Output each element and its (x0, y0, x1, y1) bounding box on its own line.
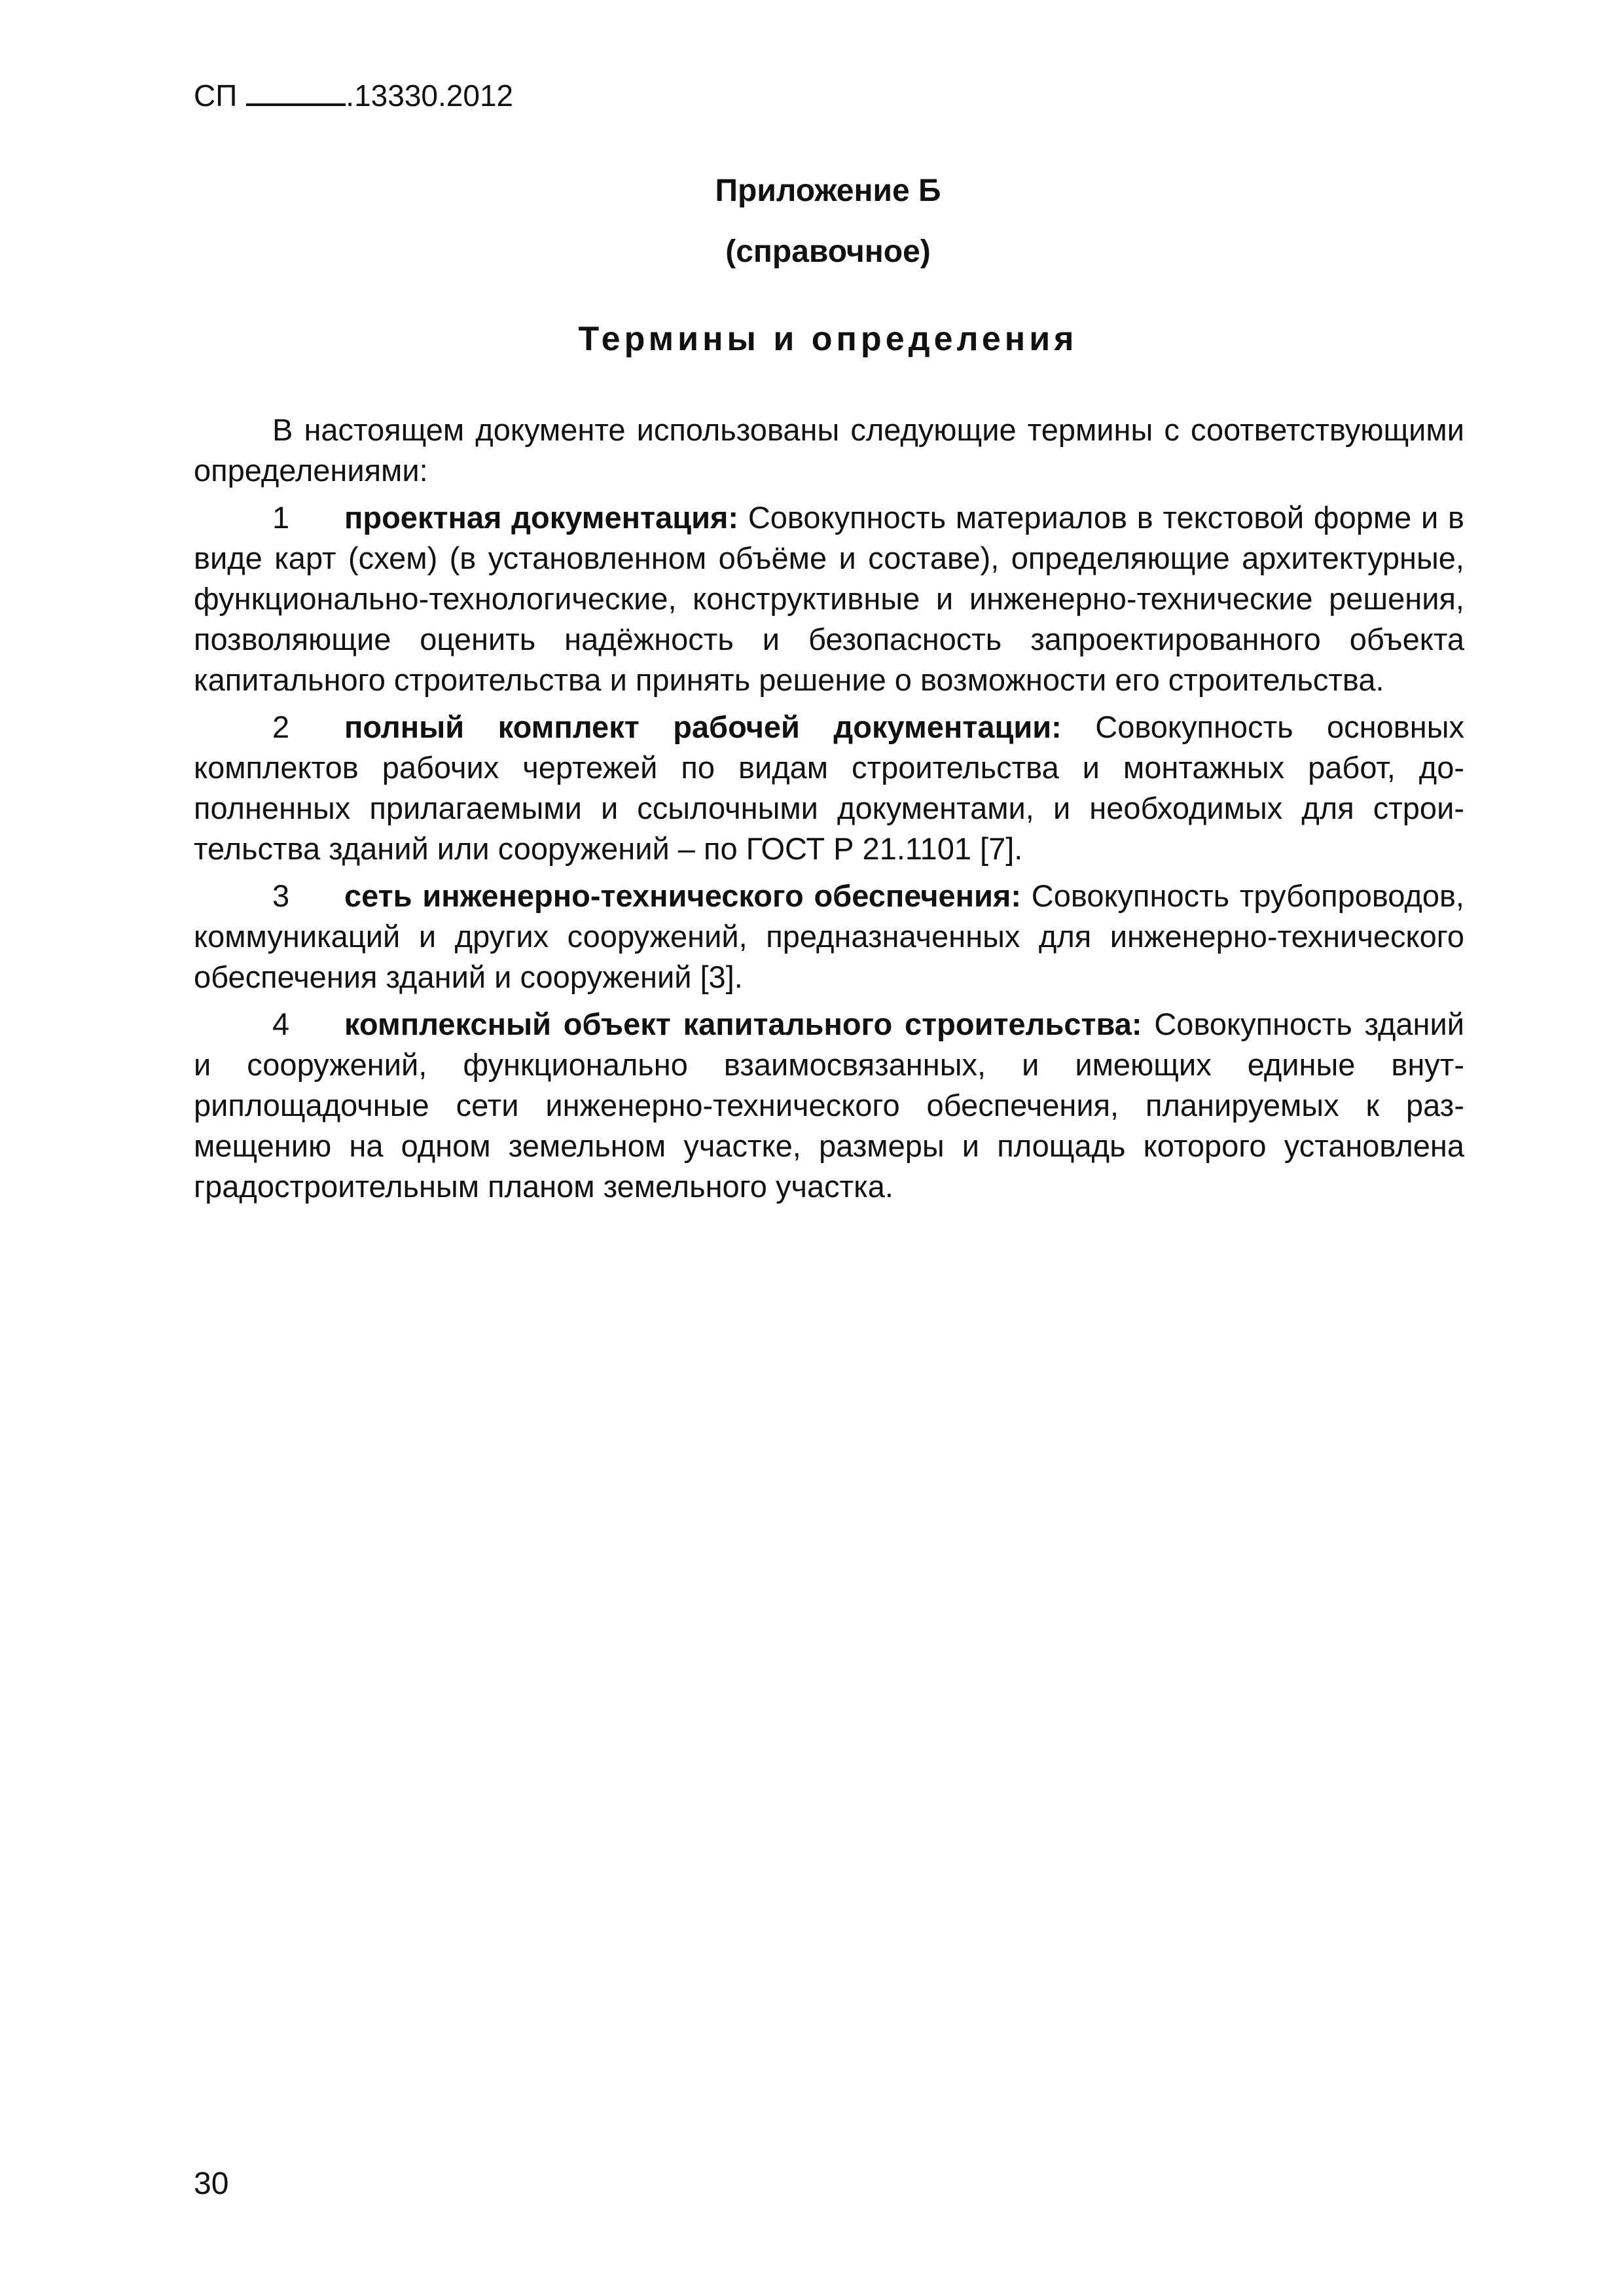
intro-paragraph: В настоящем документе использованы следующие термины с соответствующими определениями: (194, 412, 1464, 488)
term-definition: Совокупность основных комплектов рабочих чертежей по видам строительства и монтажных работ, дополненных прилагаемыми и ссылочными документами, и необходимых для строительства зданий или сооружений – по ГОСТ Р 21.1101 [7]. (194, 709, 1464, 866)
term-name: сеть инженерно-технического обеспечения: (344, 878, 1021, 913)
term-number: 3 (272, 878, 290, 913)
term-item (194, 1004, 1464, 1207)
term-name: полный комплект рабочей документации: (344, 709, 1062, 744)
term-definition: Совокупность материалов в текстовой форме и в виде карт (схем) (в установленном объёме и составе), определяющие архитектурные, функционально-технологические, конструктивные и инженерно-технические решения, позволяющие оценить надёжность и безопасность запроектированного объекта капитального строительства и принять решение о возможности его строительства. (194, 500, 1464, 697)
term-number: 4 (272, 1007, 290, 1041)
term-definition: Совокупность зданий и сооружений, функционально взаимосвязанных, и имеющих единые внутриплощадочные сети инженерно-технического обеспечения, планируемых к размещению на одном земельном участке, размеры и площадь которого установлена градостроительным планом земельного участка. (194, 1007, 1464, 1204)
term-number: 2 (272, 709, 290, 744)
term-item (194, 497, 1464, 700)
annex-note: (справочное) (725, 234, 931, 269)
annex-title: Приложение Б (715, 173, 941, 208)
document-code-prefix: СП (194, 79, 238, 113)
page-number: 30 (194, 2166, 229, 2201)
term-definition: Совокупность трубопроводов, коммуникаций и других сооружений, предназначенных для инженерно-технического обеспечения зданий и сооружений [3]. (194, 878, 1464, 994)
term-item (194, 876, 1464, 997)
document-code-suffix: .13330.2012 (346, 79, 514, 113)
document-code-blank (246, 77, 346, 106)
section-title: Термины и определения (578, 320, 1078, 358)
term-item (194, 707, 1464, 869)
term-name: проектная документация: (344, 500, 739, 535)
term-name: комплексный объект капитального строительства: (344, 1007, 1142, 1041)
terms-content (194, 410, 1464, 1213)
document-code (194, 77, 513, 114)
term-number: 1 (272, 500, 290, 535)
